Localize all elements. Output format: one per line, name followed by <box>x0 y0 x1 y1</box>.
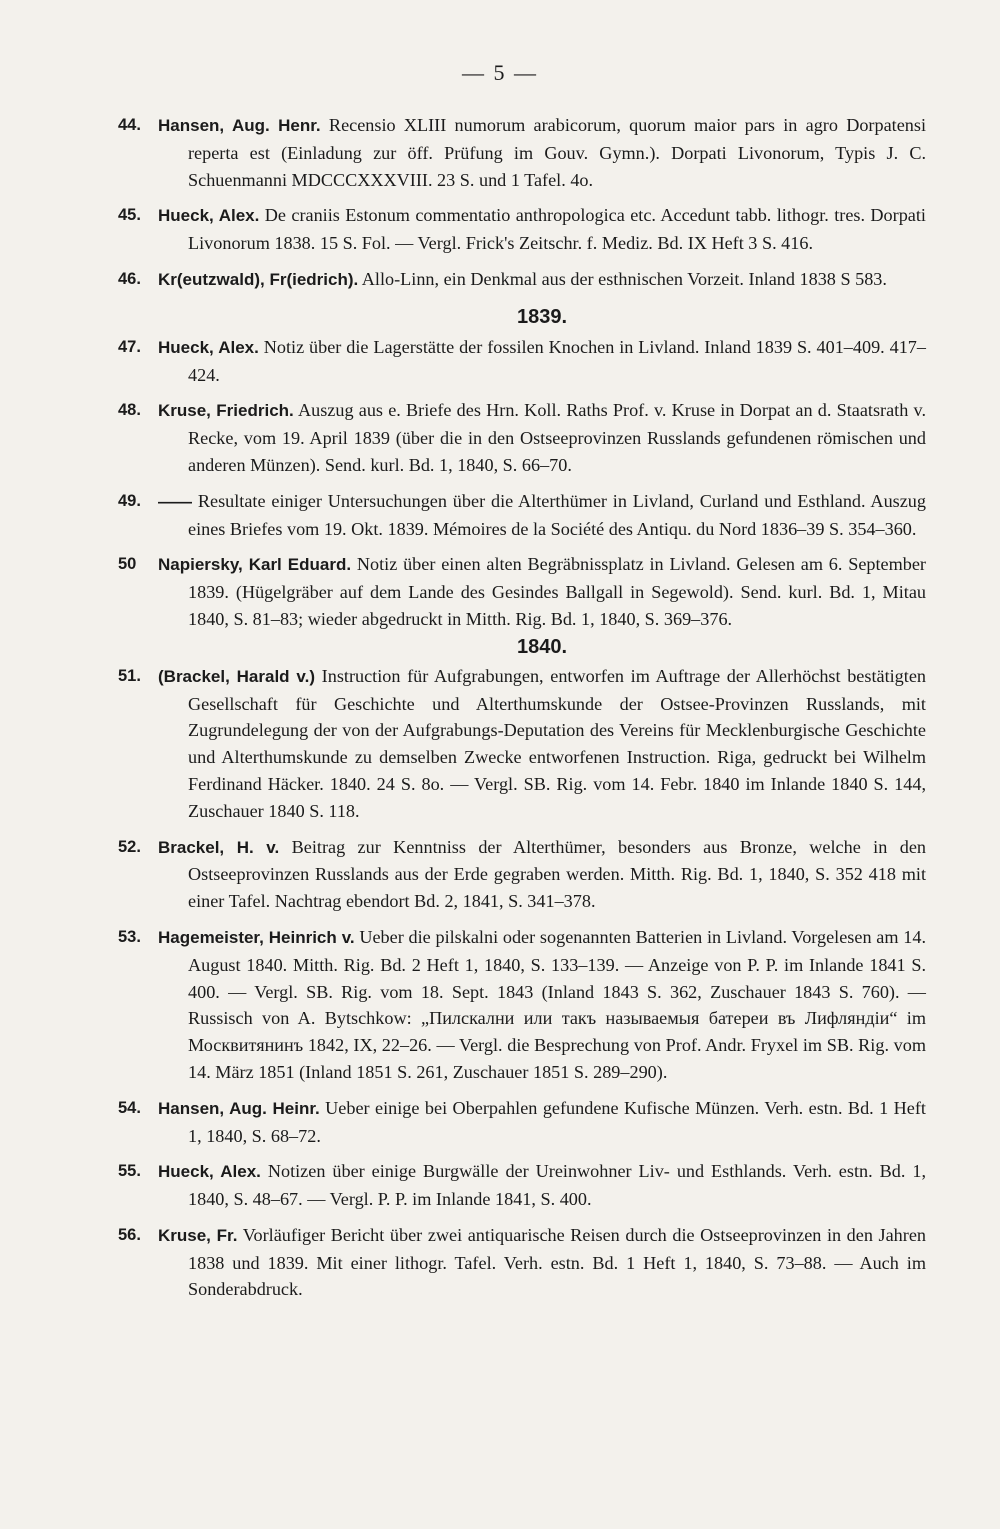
entry-number: 52. <box>118 837 141 856</box>
entry-author: Hansen, Aug. Henr. <box>158 116 321 135</box>
page-number: — 5 — <box>462 60 538 85</box>
entry-author: (Brackel, Harald v.) <box>158 666 315 686</box>
entry-author: Hansen, Aug. Heinr. <box>158 1098 320 1118</box>
entry-author: Brackel, H. v. <box>158 837 280 857</box>
entry-45 <box>118 202 926 257</box>
entry-51 <box>118 663 926 825</box>
entry-text: Notiz über die Lagerstätte der fossilen Knochen in Livland. Inland 1839 S. 401–409. 417–424. <box>188 336 926 385</box>
entry-number: 48. <box>118 401 141 420</box>
entry-text: De craniis Estonum commentatio anthropologica etc. Accedunt tabb. lithogr. tres. Dorpati Livonorum 1838. 15 S. Fol. — Vergl. Frick's Zeitschr. f. Mediz. Bd. IX Heft 3 S. 416. <box>188 205 926 254</box>
entry-author: Hueck, Alex. <box>158 206 260 226</box>
entry-text: Beitrag zur Kenntniss der Alterthümer, besonders aus Bronze, welche in den Ostseeprovinzen Russlands aus der Erde gegraben werden. Mitth. Rig. Bd. 1, 1840, S. 352 418 mit einer Tafel. Nachtrag ebendort Bd. 2, 1841, S. 341–378. <box>188 836 926 912</box>
entry-author: Napiersky, Karl Eduard. <box>158 555 352 575</box>
entry-text: Instruction für Aufgrabungen, entworfen im Auftrage der Allerhöchst bestätigten Gesellschaft für Geschichte und Alterthumskunde der Ostsee-Provinzen Russlands, mit Zugrundelegung der von der Aufgrabungs-Deputation des Vereins für Mecklenburgische Geschichte und Alterthumskunde zu demselben Zwecke entworfenen Instruction. Riga, gedruckt bei Wilhelm Ferdinand Häcker. 1840. 24 S. 8o. — Vergl. SB. Rig. vom 14. Febr. 1840 im Inlande 1840 S. 144, Zuschauer 1840 S. 118. <box>188 665 926 821</box>
entry-author: —— <box>158 491 192 511</box>
entry-47 <box>118 334 926 389</box>
entry-54 <box>118 1095 926 1150</box>
entry-48 <box>118 397 926 478</box>
year-heading-1839: 1839. <box>516 305 568 328</box>
entry-number: 44. <box>118 116 141 134</box>
entry-text: Notiz über einen alten Begräbnissplatz in Livland. Gelesen am 6. September 1839. (Hügelgräber auf dem Lande des Gesindes Ballgall in Segewold). Send. kurl. Bd. 1, Mitau 1840, S. 81–83; wieder abgedruckt in Mitth. Rig. Bd. 1, 1840, S. 369–376. <box>188 554 926 629</box>
entry-number: 50 <box>118 555 137 574</box>
entry-author: Kruse, Fr. <box>158 1225 238 1245</box>
entry-number: 56. <box>118 1225 141 1244</box>
entry-number: 46. <box>118 269 141 288</box>
bibliography-list <box>118 112 926 1312</box>
entry-text: Auszug aus e. Briefe des Hrn. Koll. Raths Prof. v. Kruse in Dorpat an d. Staatsrath v. Recke, vom 19. April 1839 (über die in den Ostseeprovinzen Russlands gefundenen römischen und anderen Münzen). Send. kurl. Bd. 1, 1840, S. 66–70. <box>188 400 926 475</box>
entry-text: Resultate einiger Untersuchungen über die Alterthümer in Livland, Curland und Esthland. Auszug eines Briefes vom 19. Okt. 1839. Mémoires de la Société des Antiqu. du Nord 1836–39 S. 354–360. <box>188 490 926 539</box>
entry-text: Ueber einige bei Oberpahlen gefundene Kufische Münzen. Verh. estn. Bd. 1 Heft 1, 1840, S. 68–72. <box>188 1097 926 1146</box>
entry-number: 47. <box>118 337 141 356</box>
entry-number: 55. <box>118 1162 141 1181</box>
entry-author: Kruse, Friedrich. <box>158 401 294 421</box>
entry-56 <box>118 1222 926 1303</box>
entry-text: Notizen über einige Burgwälle der Ureinwohner Liv- und Esthlands. Verh. estn. Bd. 1, 1840, S. 48–67. — Vergl. P. P. im Inlande 1841, S. 400. <box>188 1161 926 1210</box>
entry-46 <box>118 266 926 294</box>
entry-50 <box>118 551 926 632</box>
entry-44 <box>118 112 926 193</box>
entry-text: Allo-Linn, ein Denkmal aus der esthnischen Vorzeit. Inland 1838 S 583. <box>358 268 887 289</box>
entry-number: 53. <box>118 927 141 946</box>
entry-author: Hueck, Alex. <box>158 337 259 357</box>
entry-text: Vorläufiger Bericht über zwei antiquarische Reisen durch die Ostseeprovinzen in den Jahren 1838 und 1839. Mit einer lithogr. Tafel. Verh. estn. Bd. 1 Heft 1, 1840, S. 73–88. — Auch im Sonderabdruck. <box>188 1224 926 1300</box>
entry-53 <box>118 924 926 1086</box>
entry-number: 49. <box>118 491 141 510</box>
entry-52 <box>118 834 926 915</box>
entry-55 <box>118 1158 926 1213</box>
entry-author: Hueck, Alex. <box>158 1162 261 1182</box>
year-heading-1840: 1840. <box>516 635 568 658</box>
entry-text: Ueber die pilskalni oder sogenannten Batterien in Livland. Vorgelesen am 14. August 1840. Mitth. Rig. Bd. 2 Heft 1, 1840, S. 133–139. — Anzeige von P. P. im Inlande 1841 S. 400. — Vergl. SB. Rig. vom 18. Sept. 1843 (Inland 1843 S. 362, Zuschauer 1843 S. 760). — Russisch von A. Bytschkow: „Пилскални или такъ называемыя батереи въ Лифляндіи“ im Москвитянинъ 1842, IX, 22–26. — Vergl. die Besprechung von Prof. Andr. Fryxel im SB. Rig. vom 14. März 1851 (Inland 1851 S. 261, Zuschauer 1851 S. 289–290). <box>188 926 926 1082</box>
entry-author: Hagemeister, Heinrich v. <box>158 927 355 947</box>
entry-author: Kr(eutzwald), Fr(iedrich). <box>158 269 359 289</box>
entry-number: 51. <box>118 666 141 685</box>
entry-49 <box>118 488 926 543</box>
entry-text: Recensio XLIII numorum arabicorum, quorum maior pars in agro Dorpatensi reperta est (Einladung zur öff. Prüfung im Gouv. Gymn.). Dorpati Livonorum, Typis J. C. Schuenmanni MDCCCXXXVIII. 23 S. und 1 Tafel. 4o. <box>188 115 927 190</box>
entry-number: 45. <box>118 206 141 225</box>
entry-number: 54. <box>118 1098 141 1117</box>
